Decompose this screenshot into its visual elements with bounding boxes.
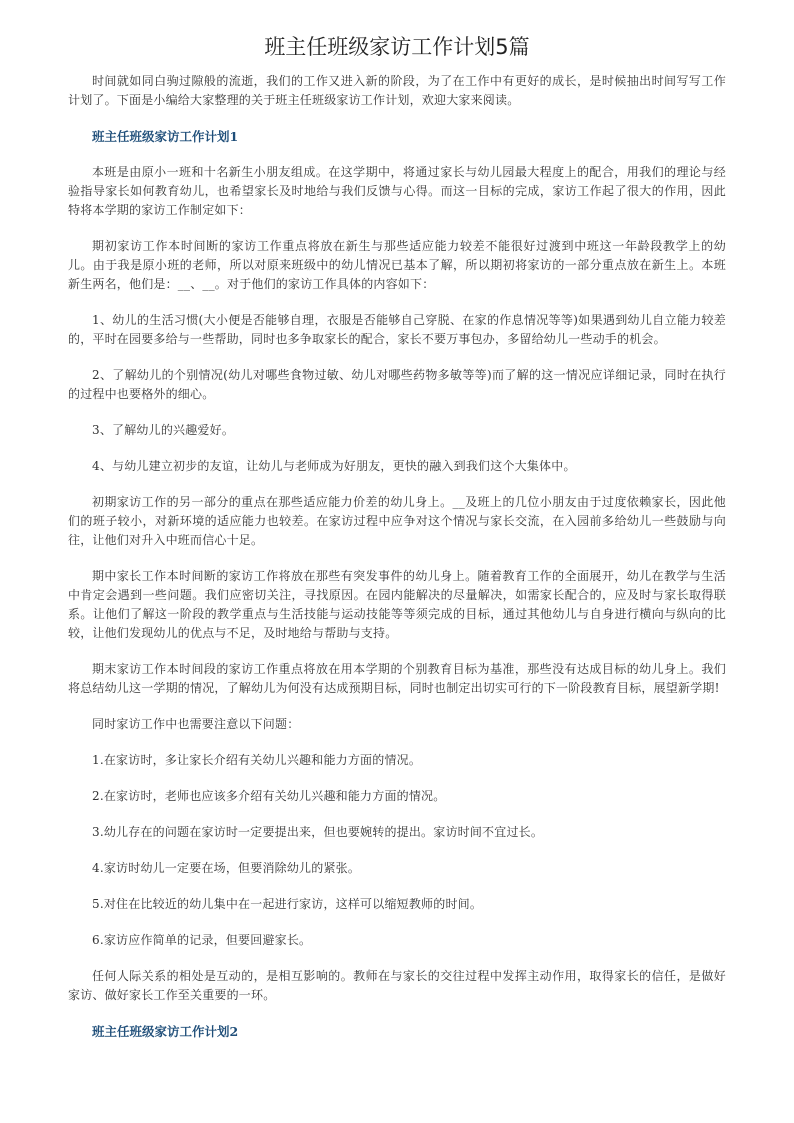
list-item: 1、幼儿的生活习惯(大小便是否能够自理，衣服是否能够自己穿脱、在家的作息情况等等)如果遇到幼儿自立能力较差的，平时在园要多给与一些帮助，同时也多争取家长的配合，家长不要万事包办，多留给幼儿一些动手的机会。 [68,313,726,346]
paragraph: 同时家访工作中也需要注意以下问题： [92,717,300,731]
list-item: 5.对住在比较近的幼儿集中在一起进行家访，这样可以缩短教师的时间。 [92,897,483,911]
paragraph: 本班是由原小一班和十名新生小朋友组成。在这学期中，将通过家长与幼儿园最大程度上的配合，用我们的理论与经验指导家长如何教育幼儿，也希望家长及时地给与我们反馈与心得。而这一目标的完成，家访工作起了很大的作用，因此特将本学期的家访工作制定如下： [68,165,726,217]
list-item: 4.家访时幼儿一定要在场，但要消除幼儿的紧张。 [92,861,361,875]
list-item: 2、了解幼儿的个别情况(幼儿对哪些食物过敏、幼儿对哪些药物多敏等等)而了解的这一情况应详细记录，同时在执行的过程中也要格外的细心。 [68,368,726,401]
list-item: 4、与幼儿建立初步的友谊，让幼儿与老师成为好朋友，更快的融入到我们这个大集体中。 [92,459,576,473]
paragraph: 期中家长工作本时间断的家访工作将放在那些有突发事件的幼儿身上。随着教育工作的全面展开，幼儿在教学与生活中肯定会遇到一些问题。我们应密切关注，寻找原因。在园内能解决的尽量解决，如需家长配合的，应及时与家长取得联系。让他们了解这一阶段的教学重点与生活技能与运动技能等等须完成的目标，通过其他幼儿与自身进行横向与纵向的比较，让他们发现幼儿的优点与不足，及时地给与帮助与支持。 [68,569,726,640]
list-item: 2.在家访时，老师也应该多介绍有关幼儿兴趣和能力方面的情况。 [92,789,446,803]
document-title: 班主任班级家访工作计划5篇 [264,35,530,59]
intro-paragraph: 时间就如同白驹过隙般的流逝，我们的工作又进入新的阶段，为了在工作中有更好的成长，是时候抽出时间写写工作计划了。下面是小编给大家整理的关于班主任班级家访工作计划，欢迎大家来阅读。 [68,74,726,107]
document-page [68,30,726,1058]
list-item: 1.在家访时，多让家长介绍有关幼儿兴趣和能力方面的情况。 [92,753,422,767]
list-item: 3.幼儿存在的问题在家访时一定要提出来，但也要婉转的提出。家访时间不宜过长。 [92,825,544,839]
paragraph: 任何人际关系的相处是互动的，是相互影响的。教师在与家长的交往过程中发挥主动作用，取得家长的信任，是做好家访、做好家长工作至关重要的一环。 [68,969,726,1002]
paragraph: 期末家访工作本时间段的家访工作重点将放在用本学期的个别教育目标为基准，那些没有达成目标的幼儿身上。我们将总结幼儿这一学期的情况，了解幼儿为何没有达成预期目标，同时也制定出切实可行的下一阶段教育目标，展望新学期! [68,662,726,695]
list-item: 3、了解幼儿的兴趣爱好。 [92,423,235,437]
list-item: 6.家访应作简单的记录，但要回避家长。 [92,933,312,947]
section-2-heading: 班主任班级家访工作计划2 [92,1024,239,1039]
paragraph: 期初家访工作本时间断的家访工作重点将放在新生与那些适应能力较差不能很好过渡到中班这一年龄段教学上的幼儿。由于我是原小班的老师，所以对原来班级中的幼儿情况已基本了解，所以期初将家访的一部分重点放在新生上。本班新生两名，他们是：__、__。对于他们的家访工作具体的内容如下： [68,239,726,291]
section-1-heading: 班主任班级家访工作计划1 [92,129,239,144]
paragraph: 初期家访工作的另一部分的重点在那些适应能力价差的幼儿身上。__及班上的几位小朋友由于过度依赖家长，因此他们的班子较小，对新环境的适应能力也较差。在家访过程中应争对这个情况与家长交流，在入园前多给幼儿一些鼓励与向往，让他们对升入中班而信心十足。 [68,495,726,547]
